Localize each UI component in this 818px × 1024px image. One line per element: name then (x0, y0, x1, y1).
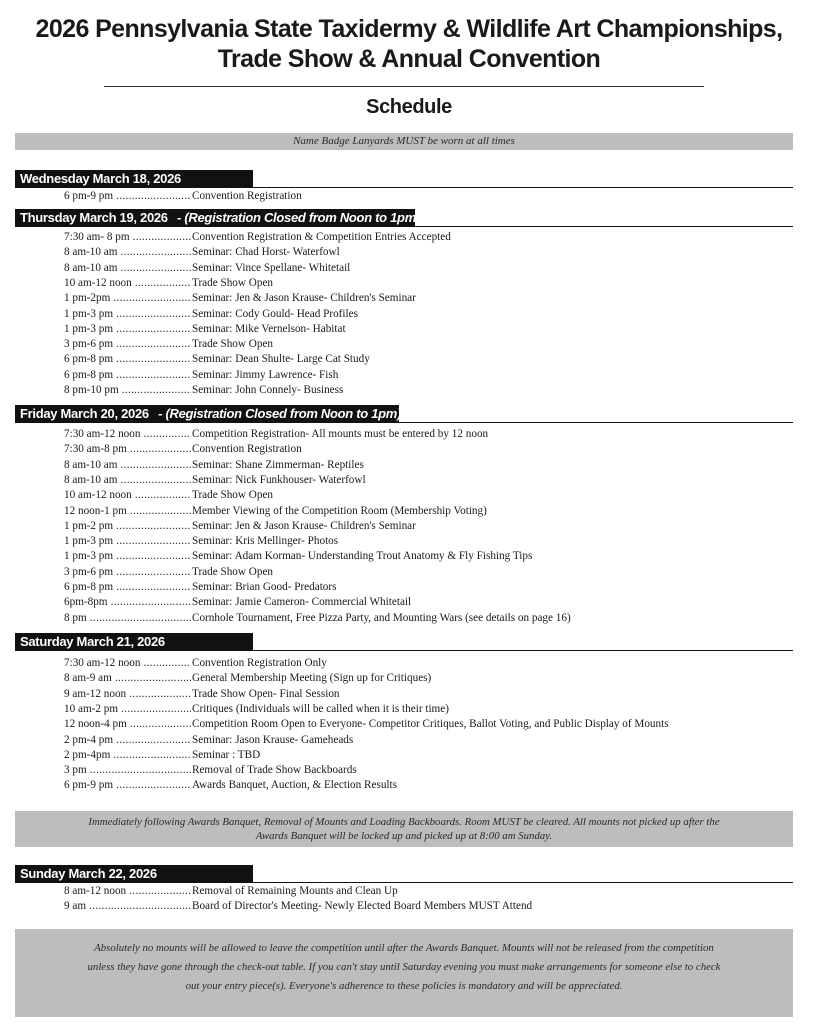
event-time: 12 noon-4 pm ..... (64, 717, 191, 732)
notice-line: out your entry piece(s). Everyone's adherence to these policies is mandatory and will be appreciated. (185, 980, 623, 992)
event-description: Seminar: John Connely- Business (192, 384, 344, 396)
event-description: Seminar: Shane Zimmerman- Reptiles (192, 458, 364, 471)
mount-release-policy-notice (15, 929, 793, 1017)
schedule-row (0, 189, 818, 204)
event-time: 10 am-12 noon ..... (64, 276, 191, 291)
day-divider (15, 882, 793, 883)
event-time: 1 pm-3 pm ..... (64, 549, 191, 564)
day-header-saturday (15, 633, 253, 651)
event-description: Trade Show Open (192, 276, 274, 289)
event-description: Seminar: Chad Horst- Waterfowl (192, 246, 340, 259)
event-description: Seminar: Jamie Cameron- Commercial Whitetail (192, 596, 412, 609)
event-time: 12 noon-1 pm ..... (64, 504, 191, 519)
schedule-row (0, 733, 818, 748)
event-time: 6 pm-9 pm ..... (64, 778, 191, 793)
event-time: 8 am-10 am ..... (64, 458, 191, 473)
schedule-row (0, 427, 818, 442)
event-description: Seminar: Mike Vernelson- Habitat (192, 322, 346, 335)
registration-closed-note: - (Registration Closed from Noon to 1pm) (158, 406, 402, 421)
event-time: 6 pm-8 pm ..... (64, 352, 191, 367)
event-description: Awards Banquet, Auction, & Election Results (192, 779, 397, 792)
event-time: 8 pm ..... (64, 611, 191, 626)
event-time: 1 pm-3 pm ..... (64, 534, 191, 549)
schedule-row (0, 687, 818, 702)
schedule-row (0, 748, 818, 763)
event-time: 1 pm-3 pm ..... (64, 322, 191, 337)
notice-line: unless they have gone through the check-out table. If you can't stay until Saturday evening you must make arrangements for someone else to check (87, 961, 721, 973)
event-time: 8 pm-10 pm ..... (64, 383, 191, 398)
event-time: 9 am ..... (64, 899, 191, 914)
event-description: Convention Registration Only (192, 657, 327, 669)
schedule-row (0, 778, 818, 793)
event-description: Seminar: Cody Gould- Head Profiles (192, 307, 358, 320)
schedule-row (0, 442, 818, 457)
schedule-row (0, 702, 818, 717)
notice-line: Immediately following Awards Banquet, Removal of Mounts and Loading Backboards. Room MUST be cleared. All mounts not picked up after the (88, 816, 720, 828)
event-time: 8 am-9 am ..... (64, 671, 191, 686)
event-description: General Membership Meeting (Sign up for Critiques) (192, 672, 432, 685)
day-divider (15, 187, 793, 188)
event-description: Removal of Remaining Mounts and Clean Up (192, 885, 398, 897)
event-description: Seminar: Dean Shulte- Large Cat Study (192, 353, 370, 366)
title-divider (104, 86, 704, 87)
event-time: 7:30 am- 8 pm ..... (64, 230, 191, 245)
event-description: Seminar : TBD (192, 748, 261, 761)
day-label: Wednesday March 18, 2026 (20, 171, 181, 186)
event-description: Convention Registration (192, 443, 302, 456)
event-time: 2 pm-4 pm ..... (64, 733, 191, 748)
schedule-row (0, 504, 818, 519)
event-time: 1 pm-2pm ..... (64, 291, 191, 306)
event-description: Board of Director's Meeting- Newly Elected Board Members MUST Attend (192, 900, 533, 913)
event-time: 7:30 am-12 noon ..... (64, 656, 191, 671)
event-time: 10 am-12 noon ..... (64, 488, 191, 503)
schedule-row (0, 534, 818, 549)
event-time: 6 pm-8 pm ..... (64, 580, 191, 595)
schedule-row (0, 565, 818, 580)
day-label: Saturday March 21, 2026 (20, 634, 165, 649)
event-time: 7:30 am-8 pm ..... (64, 442, 191, 457)
event-description: Seminar: Kris Mellinger- Photos (192, 535, 339, 548)
event-description: Seminar: Jason Krause- Gameheads (192, 733, 354, 746)
schedule-row (0, 337, 818, 352)
schedule-row (0, 656, 818, 671)
schedule-row (0, 763, 818, 778)
event-description: Seminar: Jen & Jason Krause- Children's Seminar (192, 519, 416, 532)
event-time: 3 pm-6 pm ..... (64, 565, 191, 580)
schedule-row (0, 488, 818, 503)
schedule-row (0, 230, 818, 245)
event-description: Convention Registration & Competition Entries Accepted (192, 231, 451, 243)
schedule-row (0, 352, 818, 367)
day-header-friday (15, 405, 402, 423)
day-header-sunday (15, 865, 253, 883)
schedule-row (0, 276, 818, 291)
event-description: Seminar: Jimmy Lawrence- Fish (192, 368, 339, 381)
lanyard-notice: Name Badge Lanyards MUST be worn at all times (15, 133, 793, 150)
event-description: Seminar: Brian Good- Predators (192, 581, 337, 593)
title-line-1: 2026 Pennsylvania State Taxidermy & Wildlife Art Championships, (35, 15, 783, 43)
event-time: 1 pm-3 pm ..... (64, 307, 191, 322)
event-description: Cornhole Tournament, Free Pizza Party, and Mounting Wars (see details on page 16) (192, 611, 571, 624)
event-time: 3 pm-6 pm ..... (64, 337, 191, 352)
event-description: Trade Show Open (192, 489, 274, 502)
event-description: Trade Show Open (192, 338, 274, 351)
event-time: 6 pm-8 pm ..... (64, 368, 191, 383)
registration-closed-note: - (Registration Closed from Noon to 1pm) (177, 210, 420, 225)
schedule-row (0, 245, 818, 260)
schedule-heading: Schedule (366, 96, 452, 118)
event-description: Competition Room Open to Everyone- Competitor Critiques, Ballot Voting, and Public Display of Mounts (192, 718, 669, 731)
event-description: Seminar: Adam Korman- Understanding Trout Anatomy & Fly Fishing Tips (192, 550, 533, 563)
event-description: Competition Registration- All mounts must be entered by 12 noon (192, 428, 489, 440)
schedule-row (0, 383, 818, 398)
page-title (0, 14, 818, 74)
event-time: 3 pm ..... (64, 763, 191, 778)
event-description: Member Viewing of the Competition Room (Membership Voting) (192, 504, 487, 517)
schedule-row (0, 261, 818, 276)
schedule-row (0, 458, 818, 473)
schedule-row (0, 899, 818, 914)
day-header-thursday (15, 209, 420, 227)
schedule-row (0, 580, 818, 595)
event-time: 6pm-8pm ..... (64, 595, 191, 610)
notice-line: Absolutely no mounts will be allowed to leave the competition until after the Awards Banquet. Mounts will not be released from the competition (94, 942, 714, 954)
banquet-cleanup-notice (15, 811, 793, 847)
schedule-row (0, 291, 818, 306)
event-description: Trade Show Open- Final Session (192, 687, 340, 700)
schedule-row (0, 671, 818, 686)
event-description: Seminar: Nick Funkhouser- Waterfowl (192, 473, 366, 486)
event-time: 8 am-10 am ..... (64, 473, 191, 488)
schedule-row (0, 549, 818, 564)
event-time: 2 pm-4pm ..... (64, 748, 191, 763)
day-divider (15, 422, 793, 423)
schedule-row (0, 368, 818, 383)
event-description: Seminar: Jen & Jason Krause- Children's Seminar (192, 292, 416, 305)
day-label: Thursday March 19, 2026 (20, 210, 168, 225)
event-description: Convention Registration (192, 190, 302, 202)
schedule-row (0, 322, 818, 337)
event-time: 7:30 am-12 noon ..... (64, 427, 191, 442)
event-time: 8 am-12 noon ..... (64, 884, 191, 899)
event-time: 9 am-12 noon ..... (64, 687, 191, 702)
schedule-row (0, 307, 818, 322)
day-divider (15, 226, 793, 227)
day-header-wednesday (15, 170, 253, 188)
notice-line: Awards Banquet will be locked up and picked up at 8:00 am Sunday. (255, 830, 553, 842)
event-time: 1 pm-2 pm ..... (64, 519, 191, 534)
event-description: Removal of Trade Show Backboards (192, 764, 357, 777)
day-divider (15, 650, 793, 651)
event-description: Seminar: Vince Spellane- Whitetail (192, 261, 351, 274)
schedule-row (0, 884, 818, 899)
event-description: Trade Show Open (192, 565, 274, 578)
schedule-row (0, 473, 818, 488)
event-time: 6 pm-9 pm ..... (64, 189, 191, 204)
schedule-row (0, 611, 818, 626)
day-label: Sunday March 22, 2026 (20, 866, 157, 881)
schedule-row (0, 595, 818, 610)
day-label: Friday March 20, 2026 (20, 406, 149, 421)
title-line-2: Trade Show & Annual Convention (217, 45, 601, 73)
event-time: 10 am-2 pm ..... (64, 702, 191, 717)
event-description: Critiques (Individuals will be called when it is their time) (192, 702, 449, 715)
event-time: 8 am-10 am ..... (64, 261, 191, 276)
event-time: 8 am-10 am ..... (64, 245, 191, 260)
schedule-row (0, 717, 818, 732)
schedule-row (0, 519, 818, 534)
